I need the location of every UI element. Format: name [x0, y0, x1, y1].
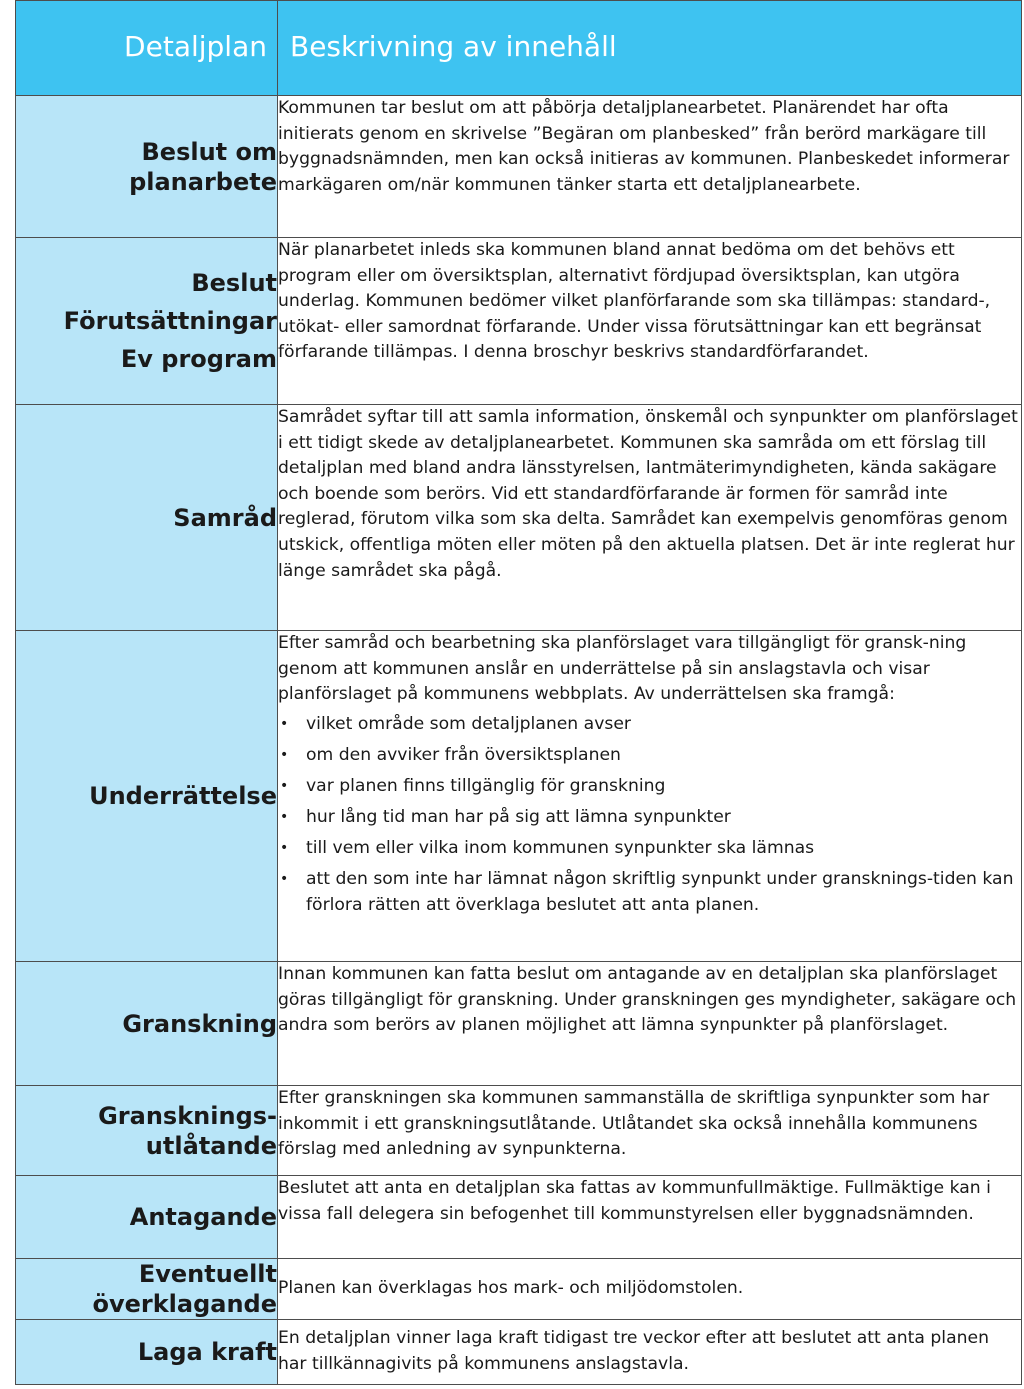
step-cell: [16, 96, 278, 238]
step-cell: [16, 238, 278, 405]
bullet-icon: •: [280, 840, 289, 857]
description-text: Efter granskningen ska kommunen sammanställa de skriftliga synpunkter som har inkommit i ett granskningsutlåtande. Utlåtandet ska också innehålla kommunens förslag med anledning av synpunkterna.: [278, 1088, 990, 1160]
description-text: Efter samråd och bearbetning ska planförslaget vara tillgängligt för gransk-ning genom att kommunen anslår en underrättelse på sin anslagstavla och visar planförslaget på kommunens webbplats. Av underrättelsen ska framgå:: [278, 633, 967, 705]
step-label-beslut-forutsattningar: Beslut Förutsättningar Ev program: [63, 269, 277, 373]
description-cell: [278, 1176, 1022, 1259]
step-cell: [16, 962, 278, 1086]
step-label-samrad: Samråd: [173, 503, 277, 532]
step-cell: [16, 631, 278, 962]
list-item: • var planen finns tillgänglig för granskning: [278, 774, 1021, 800]
table-row: [16, 96, 1022, 238]
bullet-icon: •: [280, 715, 289, 732]
description-cell: [278, 1320, 1022, 1385]
bullet-icon: •: [280, 871, 289, 888]
header-beskrivning: Beskrivning av innehåll: [278, 1, 1022, 96]
list-item: • vilket område som detaljplanen avser: [278, 712, 1021, 738]
description-cell: [278, 238, 1022, 405]
list-item: • att den som inte har lämnat någon skriftlig synpunkt under gransknings-tiden kan förlora rätten att överklaga beslutet att anta planen.: [280, 869, 1014, 915]
step-cell: [16, 1086, 278, 1176]
table-header-row: [16, 1, 1022, 96]
description-cell: [278, 405, 1022, 631]
bullet-icon: •: [280, 746, 289, 763]
description-text: En detaljplan vinner laga kraft tidigast tre veckor efter att beslutet att anta planen har tillkännagivits på kommunens anslagstavla.: [278, 1328, 989, 1374]
step-label-granskningsutlatande: Gransknings- utlåtande: [98, 1101, 277, 1160]
list-item: • till vem eller vilka inom kommunen synpunkter ska lämnas: [278, 836, 1021, 862]
description-text: När planarbetet inleds ska kommunen bland annat bedöma om det behövs ett program eller om översiktsplan, alternativt fördjupad översiktsplan, kan utgöra underlag. Kommunen bedömer vilket planförfarande som ska tillämpas: standard-, utökat- eller samordnat förfarande. Under vissa förutsättningar kan ett begränsat förfarande tillämpas. I denna broschyr beskrivs standardförfarandet.: [278, 240, 991, 363]
description-text: Samrådet syftar till att samla information, önskemål och synpunkter om planförslaget i ett tidigt skede av detaljplanearbetet. Kommunen ska samråda om ett förslag till detaljplan med bland andra länsstyrelsen, lantmäterimyndigheten, kända sakägare och boende som berörs. Vid ett standardförfarande är formen för samråd inte reglerad, förutom vilka som ska delta. Samrådet kan exempelvis genomföras genom utskick, offentliga möten eller möten på den aktuella platsen. Det är inte reglerat hur länge samrådet ska pågå.: [278, 407, 1018, 581]
bullet-icon: •: [280, 777, 289, 794]
step-cell: [16, 1176, 278, 1259]
step-label-beslut-om-planarbete: Beslut om planarbete: [129, 137, 277, 196]
table-row: [16, 962, 1022, 1086]
step-cell: [16, 405, 278, 631]
description-text: Kommunen tar beslut om att påbörja detaljplanearbetet. Planärendet har ofta initierats genom en skrivelse ”Begäran om planbesked” från berörd markägare till byggnadsnämnden, men kan också initieras av kommunen. Planbeskedet informerar markägaren om/när kommunen tänker starta ett detaljplanearbete.: [278, 98, 1010, 195]
list-item: • hur lång tid man har på sig att lämna synpunkter: [278, 805, 1021, 831]
step-cell: [16, 1320, 278, 1385]
table-row: [16, 631, 1022, 962]
description-cell: [278, 962, 1022, 1086]
table-row: [16, 1086, 1022, 1176]
step-label-underrattelse: Underrättelse: [89, 782, 277, 810]
list-item: • om den avviker från översiktsplanen: [278, 743, 1021, 769]
description-cell: [278, 1086, 1022, 1176]
underrattelse-list: [278, 712, 1021, 919]
table-row: [16, 405, 1022, 631]
step-cell: [16, 1259, 278, 1320]
description-text: Planen kan överklagas hos mark- och miljödomstolen.: [278, 1278, 744, 1299]
detaljplan-table: [15, 0, 1022, 1385]
description-cell: [278, 96, 1022, 238]
step-label-laga-kraft: Laga kraft: [137, 1338, 277, 1366]
step-label-granskning: Granskning: [122, 1009, 277, 1038]
description-cell: [278, 1259, 1022, 1320]
step-label-eventuellt-overklagande: Eventuellt överklagande: [92, 1260, 277, 1318]
table-row: [16, 1320, 1022, 1385]
description-text: Beslutet att anta en detaljplan ska fattas av kommunfullmäktige. Fullmäktige kan i vissa fall delegera sin befogenhet till kommunstyrelsen eller byggnadsnämnden.: [278, 1178, 991, 1224]
description-text: Innan kommunen kan fatta beslut om antagande av en detaljplan ska planförslaget göras tillgängligt för granskning. Under granskningen ges myndigheter, sakägare och andra som berörs av planen möjlighet att lämna synpunkter på planförslaget.: [278, 964, 1017, 1036]
header-detaljplan: Detaljplan: [16, 1, 278, 96]
detaljplan-document: [15, 0, 1021, 1385]
description-cell: [278, 631, 1022, 962]
table-row: [16, 1176, 1022, 1259]
bullet-icon: •: [280, 809, 289, 826]
table-row: [16, 238, 1022, 405]
step-label-antagande: Antagande: [129, 1203, 277, 1231]
table-row: [16, 1259, 1022, 1320]
